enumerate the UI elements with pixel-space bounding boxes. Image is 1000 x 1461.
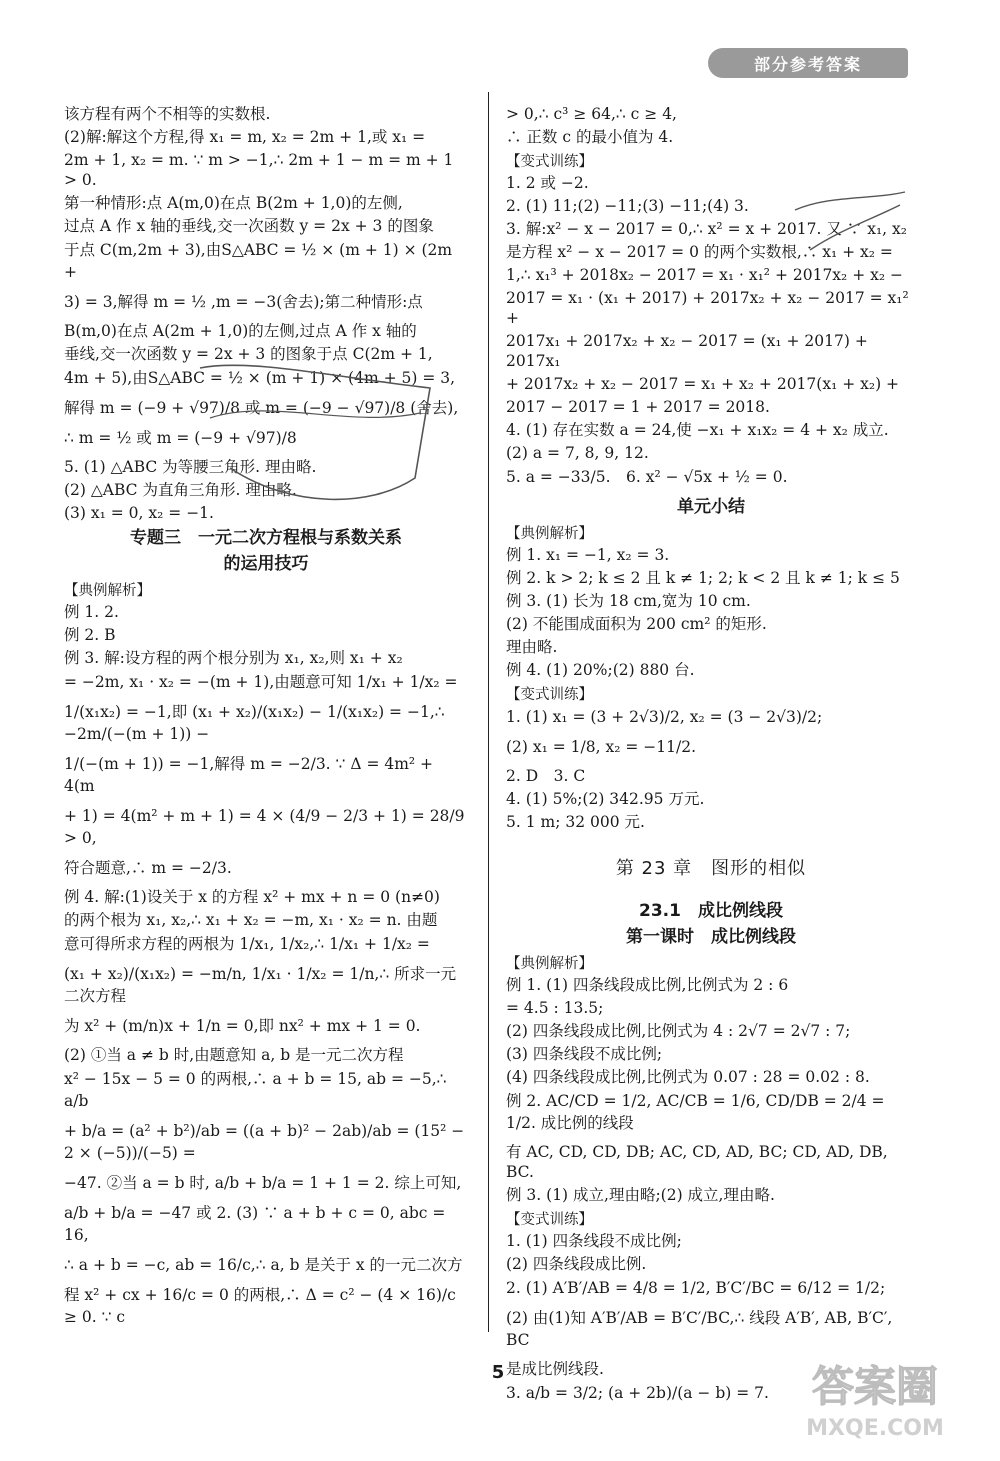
text-line: 例 3. (1) 长为 18 cm,宽为 10 cm. [506,592,751,610]
formula-line: 例 2. AC/CD = 1/2, AC/CB = 1/6, CD/DB = 2/4 = 1/2. 成比例的线段 [506,1092,890,1132]
bracket-heading: 【变式训练】 [506,154,593,170]
text-line: 2017 − 2017 = 1 + 2017 = 2018. [506,398,770,416]
text-line: 例 2. k > 2; k ≤ 2 且 k ≠ 1; 2; k < 2 且 k ≠ 1; k ≤ 5 [506,569,900,587]
text-line: 例 1. x₁ = −1, x₂ = 3. [506,546,670,564]
text-line: 该方程有两个不相等的实数根. [64,105,271,123]
text-line: 例 1. (1) 四条线段成比例,比例式为 2 : 6 [506,976,789,994]
text-line: 例 3. (1) 成立,理由略;(2) 成立,理由略. [506,1186,775,1204]
formula-line: 程 x² + cx + 16/c = 0 的两根,∴ Δ = c² − (4 × 16)/c ≥ 0. ∵ c [64,1286,461,1326]
text-line: 是成比例线段. [506,1360,604,1378]
formula-line: ∴ a + b = −c, ab = 16/c,∴ a, b 是关于 x 的一元二次方 [64,1256,463,1274]
formula-line: 3) = 3,解得 m = ½ ,m = −3(舍去);第二种情形:点 [64,293,423,311]
text-line: 是方程 x² − x − 2017 = 0 的两个实数根,∴ x₁ + x₂ = [506,243,893,261]
pencil-scribble-left [190,358,450,518]
section-title: 第一课时 成比例线段 [626,927,796,947]
left-column [64,104,468,1336]
formula-line: 2. (1) A′B′/AB = 4/8 = 1/2, B′C′/BC = 6/12 = 1/2; [506,1279,886,1297]
bracket-heading: 【典例解析】 [506,956,593,972]
text-line: 有 AC, CD, CD, DB; AC, CD, AD, BC; CD, AD, DB, BC. [506,1143,893,1181]
column-divider [488,92,489,1332]
text-line: 5. (1) △ABC 为等腰三角形. 理由略. [64,458,317,476]
text-line: 的两个根为 x₁, x₂,∴ x₁ + x₂ = −m, x₁ · x₂ = n. 由题 [64,911,438,929]
text-line: 2017x₁ + 2017x₂ + x₂ − 2017 = (x₁ + 2017) + 2017x₁ [506,332,873,370]
text-line: 4. (1) 存在实数 a = 24,使 −x₁ + x₁x₂ = 4 + x₂ 成立. [506,421,889,439]
text-line: (3) x₁ = 0, x₂ = −1. [64,504,214,522]
text-line: 1. (1) 四条线段不成比例; [506,1232,682,1250]
formula-line: 4m + 5),由S△ABC = ½ × (m + 1) × (4m + 5) = 3, [64,369,456,387]
text-line: 理由略. [506,638,558,656]
text-line: (2) a = 7, 8, 9, 12. [506,444,649,462]
text-line: 2017 = x₁ · (x₁ + 2017) + 2017x₂ + x₂ − 2017 = x₁² + [506,289,914,327]
formula-line: + 1) = 4(m² + m + 1) = 4 × (4/9 − 2/3 + 1) = 28/9 > 0, [64,807,470,847]
formula-line: ∴ m = ½ 或 m = (−9 + √97)/8 [64,429,297,447]
svg-text:答案圈: 答案圈 [811,1362,939,1411]
text-line: (2) 四条线段成比例,比例式为 4 : 2√7 = 2√7 : 7; [506,1022,851,1040]
formula-line: 1/(x₁x₂) = −1,即 (x₁ + x₂)/(x₁x₂) − 1/(x₁x₂) = −1,∴ −2m/(−(m + 1)) − [64,703,450,743]
pencil-scribble-right [790,190,910,260]
formula-line: 5. a = −33/5. 6. x² − √5x + ½ = 0. [506,468,788,486]
formula-line: a/b + b/a = −47 或 2. (3) ∵ a + b + c = 0, abc = 16, [64,1204,451,1244]
right-column [506,104,916,1412]
text-line: (3) 四条线段不成比例; [506,1045,663,1063]
text-line: (2) △ABC 为直角三角形. 理由略. [64,481,297,499]
svg-text:MXQE.COM: MXQE.COM [806,1416,944,1441]
formula-line: (2) 由(1)知 A′B′/AB = B′C′/BC,∴ 线段 A′B′, AB, B′C′, BC [506,1309,898,1349]
bracket-heading: 【变式训练】 [506,1212,593,1228]
formula-line: 为 x² + (m/n)x + 1/n = 0,即 nx² + mx + 1 = 0. [64,1017,421,1035]
formula-line: + b/a = (a² + b²)/ab = ((a + b)² − 2ab)/ab = (15² − 2 × (−5))/(−5) = [64,1122,470,1162]
section-title: 单元小结 [677,497,745,517]
formula-line: x² − 15x − 5 = 0 的两根,∴ a + b = 15, ab = −5,∴ a/b [64,1070,452,1110]
watermark-logo [780,1353,970,1443]
text-line: 垂线,交一次函数 y = 2x + 3 的图象于点 C(2m + 1, [64,345,433,363]
text-line: 2. D 3. C [506,767,586,785]
text-line: (2) 不能围成面积为 200 cm² 的矩形. [506,615,767,633]
formula-line: (2) x₁ = 1/8, x₂ = −11/2. [506,738,696,756]
text-line: 4. (1) 5%;(2) 342.95 万元. [506,790,705,808]
text-line: 5. 1 m; 32 000 元. [506,813,645,831]
text-line: 例 1. 2. [64,603,119,621]
text-line: 例 4. (1) 20%;(2) 880 台. [506,661,695,679]
text-line: 例 4. 解:(1)设关于 x 的方程 x² + mx + n = 0 (n≠0) [64,888,440,906]
page-number: 5 [491,1362,505,1383]
formula-line: 符合题意,∴ m = −2/3. [64,859,232,877]
section-title: 23.1 成比例线段 [639,901,783,921]
formula-line: 解得 m = (−9 + √97)/8 或 m = (−9 − √97)/8 (舍去), [64,399,459,417]
formula-line: 意可得所求方程的两根为 1/x₁, 1/x₂,∴ 1/x₁ + 1/x₂ = [64,935,430,953]
text-line: 1,∴ x₁³ + 2018x₂ − 2017 = x₁ · x₁² + 2017x₂ + x₂ − [506,266,903,284]
text-line: 2. (1) 11;(2) −11;(3) −11;(4) 3. [506,197,749,215]
section-header-tab [708,48,908,78]
text-line: ∴ 正数 c 的最小值为 4. [506,128,674,146]
section-title: 专题三 一元二次方程根与系数关系 [130,528,402,548]
text-line: (4) 四条线段成比例,比例式为 0.07 : 28 = 0.02 : 8. [506,1068,870,1086]
text-line: 1. 2 或 −2. [506,174,589,192]
text-line: B(m,0)在点 A(2m + 1,0)的左侧,过点 A 作 x 轴的 [64,322,417,340]
bracket-heading: 【典例解析】 [64,583,151,599]
formula-line: 于点 C(m,2m + 3),由S△ABC = ½ × (m + 1) × (2m + [64,241,458,281]
text-line: = 4.5 : 13.5; [506,999,604,1017]
text-line: 过点 A 作 x 轴的垂线,交一次函数 y = 2x + 3 的图象 [64,217,434,235]
section-title: 的运用技巧 [223,554,309,574]
section-header-label: 部分参考答案 [753,54,862,74]
formula-line: (x₁ + x₂)/(x₁x₂) = −m/n, 1/x₁ · 1/x₂ = 1/n,∴ 所求一元二次方程 [64,965,457,1005]
formula-line: 1/(−(m + 1)) = −1,解得 m = −2/3. ∵ Δ = 4m² + 4(m [64,755,438,795]
text-line: 例 2. B [64,626,116,644]
text-line: (2) 四条线段成比例. [506,1255,647,1273]
text-line: 3. 解:x² − x − 2017 = 0,∴ x² = x + 2017. 又 ∵ x₁, x₂ [506,220,907,238]
formula-line: −47. ②当 a = b 时, a/b + b/a = 1 + 1 = 2. 综上可知, [64,1174,462,1192]
bracket-heading: 【典例解析】 [506,526,593,542]
chapter-title: 第 23 章 图形的相似 [615,858,807,879]
text-line: 例 3. 解:设方程的两个根分别为 x₁, x₂,则 x₁ + x₂ [64,649,403,667]
text-line: (2) ①当 a ≠ b 时,由题意知 a, b 是一元二次方程 [64,1046,404,1064]
text-line: > 0,∴ c³ ≥ 64,∴ c ≥ 4, [506,105,677,123]
text-line: 2m + 1, x₂ = m. ∵ m > −1,∴ 2m + 1 − m = m + 1 > 0. [64,151,459,189]
text-line: 第一种情形:点 A(m,0)在点 B(2m + 1,0)的左侧, [64,194,403,212]
text-line: (2)解:解这个方程,得 x₁ = m, x₂ = 2m + 1,或 x₁ = [64,128,426,146]
formula-line: = −2m, x₁ · x₂ = −(m + 1),由题意可知 1/x₁ + 1/x₂ = [64,673,458,691]
formula-line: 3. a/b = 3/2; (a + 2b)/(a − b) = 7. [506,1384,769,1402]
formula-line: 1. (1) x₁ = (3 + 2√3)/2, x₂ = (3 − 2√3)/2; [506,708,823,726]
bracket-heading: 【变式训练】 [506,687,593,703]
text-line: + 2017x₂ + x₂ − 2017 = x₁ + x₂ + 2017(x₁ + x₂) + [506,375,900,393]
